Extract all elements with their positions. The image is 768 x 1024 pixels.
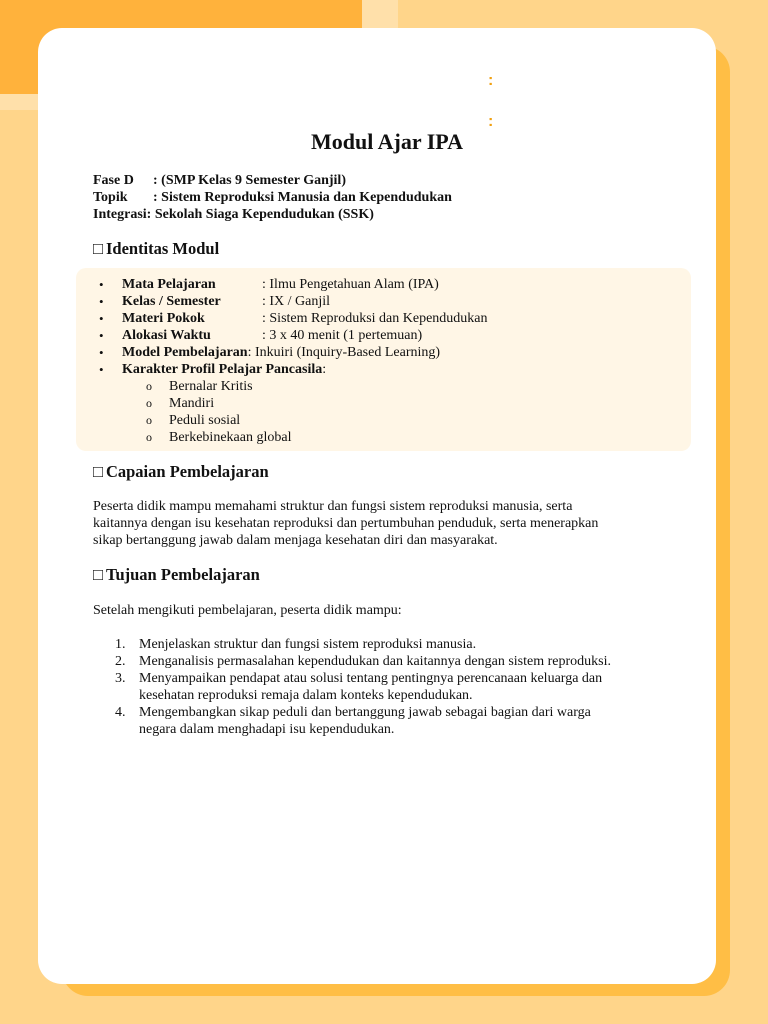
section-heading-text: Tujuan Pembelajaran (105, 565, 260, 584)
meta-row-integrasi (93, 206, 673, 223)
spacer (93, 619, 673, 636)
item-value: : Inkuiri (Inquiry-Based Learning) (247, 345, 441, 360)
step-item (115, 636, 673, 653)
step-item (115, 653, 673, 670)
meta-row-topik (93, 189, 673, 206)
bullet-icon: • (99, 362, 104, 377)
list-item (99, 327, 691, 344)
item-key: Kelas / Semester (122, 294, 221, 309)
bullet-icon: • (99, 345, 104, 360)
step-text: Menjelaskan struktur dan fungsi sistem reproduksi manusia. (139, 637, 477, 652)
step-text: kesehatan reproduksi remaja dalam konteks kependudukan. (139, 688, 473, 703)
meta-value: : (SMP Kelas 9 Semester Ganjil) (153, 173, 346, 188)
meta-label: Topik (93, 190, 128, 205)
capaian-paragraph (93, 498, 673, 549)
paragraph-line: Peserta didik mampu memahami struktur dan fungsi sistem reproduksi manusia, serta (93, 499, 573, 514)
item-value: : (322, 362, 327, 377)
sub-list-item (146, 429, 691, 447)
identitas-list (76, 276, 691, 378)
sub-item-text: Peduli sosial (169, 413, 241, 428)
item-value: : 3 x 40 menit (1 pertemuan) (262, 328, 423, 343)
sub-list-item (146, 395, 691, 412)
step-item (115, 704, 673, 738)
step-number: 3. (115, 671, 126, 686)
item-value: : Ilmu Pengetahuan Alam (IPA) (262, 277, 439, 292)
section-heading-capaian (93, 462, 673, 482)
sub-bullet-icon: o (146, 413, 152, 427)
sub-item-text: Bernalar Kritis (169, 379, 253, 394)
section-heading-text: Identitas Modul (105, 239, 220, 258)
item-key: Alokasi Waktu (122, 328, 211, 343)
list-item (99, 276, 691, 293)
bullet-icon: • (99, 328, 104, 343)
bullet-icon: • (99, 277, 104, 292)
tujuan-steps (93, 636, 673, 738)
item-key: Materi Pokok (122, 311, 205, 326)
checkbox-icon: □ (93, 239, 103, 258)
colon-mark-top: : (488, 72, 494, 89)
list-item (99, 310, 691, 327)
meta-label: Fase D (93, 173, 134, 188)
sheet-edge (38, 94, 390, 114)
meta-value: : Sekolah Siaga Kependudukan (SSK) (146, 207, 374, 222)
checkbox-icon: □ (93, 462, 103, 481)
item-key: Karakter Profil Pelajar Pancasila (122, 362, 323, 377)
list-item (99, 293, 691, 310)
sub-bullet-icon: o (146, 430, 152, 444)
section-heading-text: Capaian Pembelajaran (105, 462, 269, 481)
identitas-panel (76, 268, 691, 451)
document-content (93, 128, 673, 738)
sub-bullet-icon: o (146, 396, 152, 410)
paragraph-line: kaitannya dengan isu kesehatan reproduksi dan pertumbuhan penduduk, serta menerapkan (93, 516, 599, 531)
meta-row-fase (93, 172, 673, 189)
list-item (99, 361, 691, 378)
paragraph-line: sikap bertanggung jawab dalam menjaga kesehatan diri dan masyarakat. (93, 533, 498, 548)
sub-bullet-icon: o (146, 379, 152, 393)
item-value: : Sistem Reproduksi dan Kependudukan (262, 311, 488, 326)
step-text: negara dalam menghadapi isu kependudukan. (139, 722, 395, 737)
list-item (99, 344, 691, 361)
sub-list-item (146, 378, 691, 395)
sub-list-item (146, 412, 691, 429)
pancasila-sublist (76, 378, 691, 447)
step-text: Menyampaikan pendapat atau solusi tentang pentingnya perencanaan keluarga dan (139, 671, 603, 686)
step-text: Menganalisis permasalahan kependudukan dan kaitannya dengan sistem reproduksi. (139, 654, 611, 669)
item-value: : IX / Ganjil (262, 294, 331, 309)
bullet-icon: • (99, 294, 104, 309)
meta-label: Integrasi (93, 207, 147, 222)
step-text: Mengembangkan sikap peduli dan bertanggung jawab sebagai bagian dari warga (139, 705, 591, 720)
page-title: Modul Ajar IPA (311, 129, 463, 154)
sub-item-text: Berkebinekaan global (169, 430, 292, 445)
module-meta (93, 172, 673, 223)
sub-item-text: Mandiri (169, 396, 215, 411)
checkbox-icon: □ (93, 565, 103, 584)
section-heading-identitas (93, 239, 673, 259)
step-number: 1. (115, 637, 126, 652)
item-key: Model Pembelajaran (122, 345, 248, 360)
meta-value: : Sistem Reproduksi Manusia dan Kependudukan (153, 190, 452, 205)
step-number: 4. (115, 705, 126, 720)
tujuan-intro: Setelah mengikuti pembelajaran, peserta didik mampu: (93, 603, 402, 618)
step-number: 2. (115, 654, 126, 669)
step-item (115, 670, 673, 704)
bullet-icon: • (99, 311, 104, 326)
item-key: Mata Pelajaran (122, 277, 216, 292)
colon-mark-bottom: : (488, 113, 494, 130)
section-heading-tujuan (93, 565, 673, 585)
